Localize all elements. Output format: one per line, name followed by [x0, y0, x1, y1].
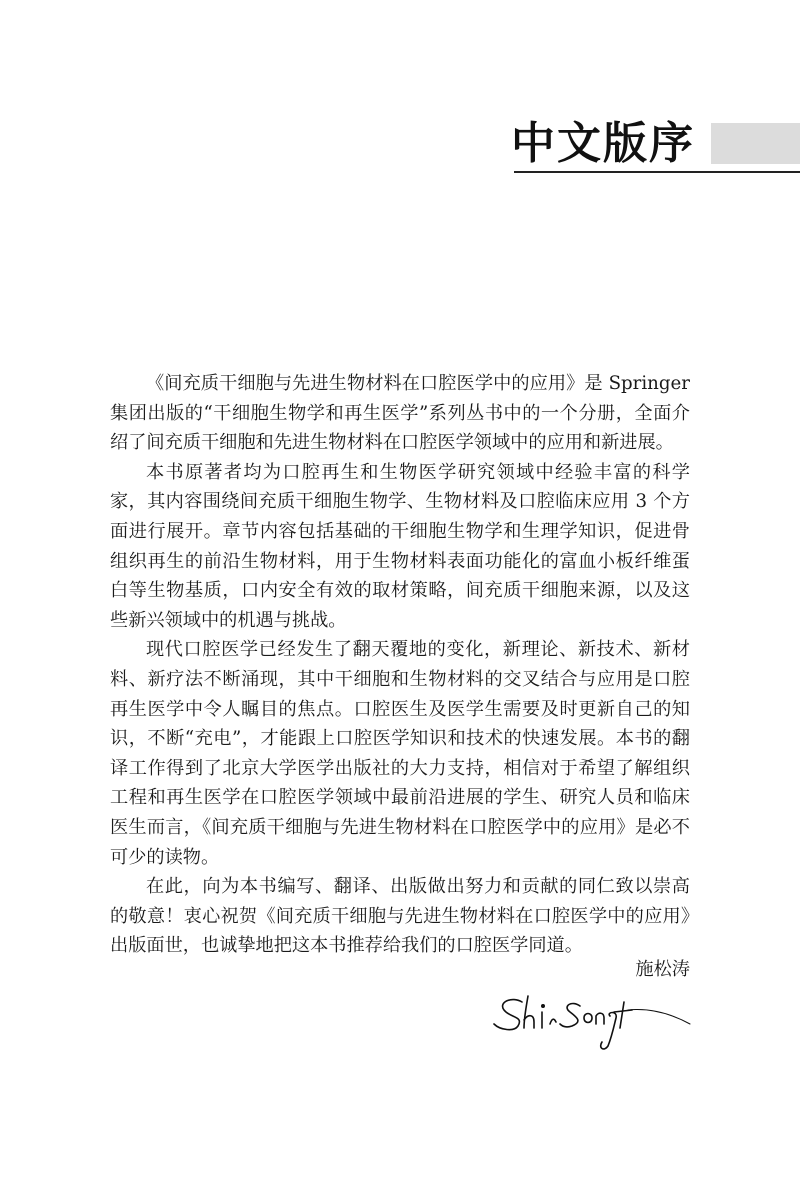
title-decoration-block: [711, 123, 800, 164]
preface-paragraph-2: 本书原著者均为口腔再生和生物医学研究领域中经验丰富的科学家，其内容围绕间充质干细胞生物学、生物材料及口腔临床应用 3 个方面进行展开。章节内容包括基础的干细胞生物学和生理学知识，促进骨组织再生的前沿生物材料，用于生物材料表面功能化的富血小板纤维蛋白等生物基质，口内安全有效的取材策略，间充质干细胞来源，以及这些新兴领域中的机遇与挑战。: [110, 461, 690, 631]
preface-paragraph-1: 《间充质干细胞与先进生物材料在口腔医学中的应用》是 Springer 集团出版的“干细胞生物学和再生医学”系列丛书中的一个分册，全面介绍了间充质干细胞和先进生物材料在口腔医学领域中的应用和新进展。: [110, 373, 690, 454]
preface-paragraph-4: 在此，向为本书编写、翻译、出版做出努力和贡献的同仁致以崇高的敬意！衷心祝贺《间充质干细胞与先进生物材料在口腔医学中的应用》出版面世，也诚挚地把这本书推荐给我们的口腔医学同道。: [110, 876, 690, 957]
title-rule: [514, 171, 800, 173]
preface-paragraph-3: 现代口腔医学已经发生了翻天覆地的变化，新理论、新技术、新材料、新疗法不断涌现，其中干细胞和生物材料的交叉结合与应用是口腔再生医学中令人瞩目的焦点。口腔医生及医学生需要及时更新自己的知识，不断“充电”，才能跟上口腔医学知识和技术的快速发展。本书的翻译工作得到了北京大学医学出版社的大力支持，相信对于希望了解组织工程和再生医学在口腔医学领域中最前沿进展的学生、研究人员和临床医生而言，《间充质干细胞与先进生物材料在口腔医学中的应用》是必不可少的读物。: [110, 639, 690, 868]
handwritten-signature: [488, 988, 698, 1058]
page-title: 中文版序: [511, 118, 695, 169]
author-name: 施松涛: [635, 959, 690, 980]
preface-body: [110, 369, 690, 961]
